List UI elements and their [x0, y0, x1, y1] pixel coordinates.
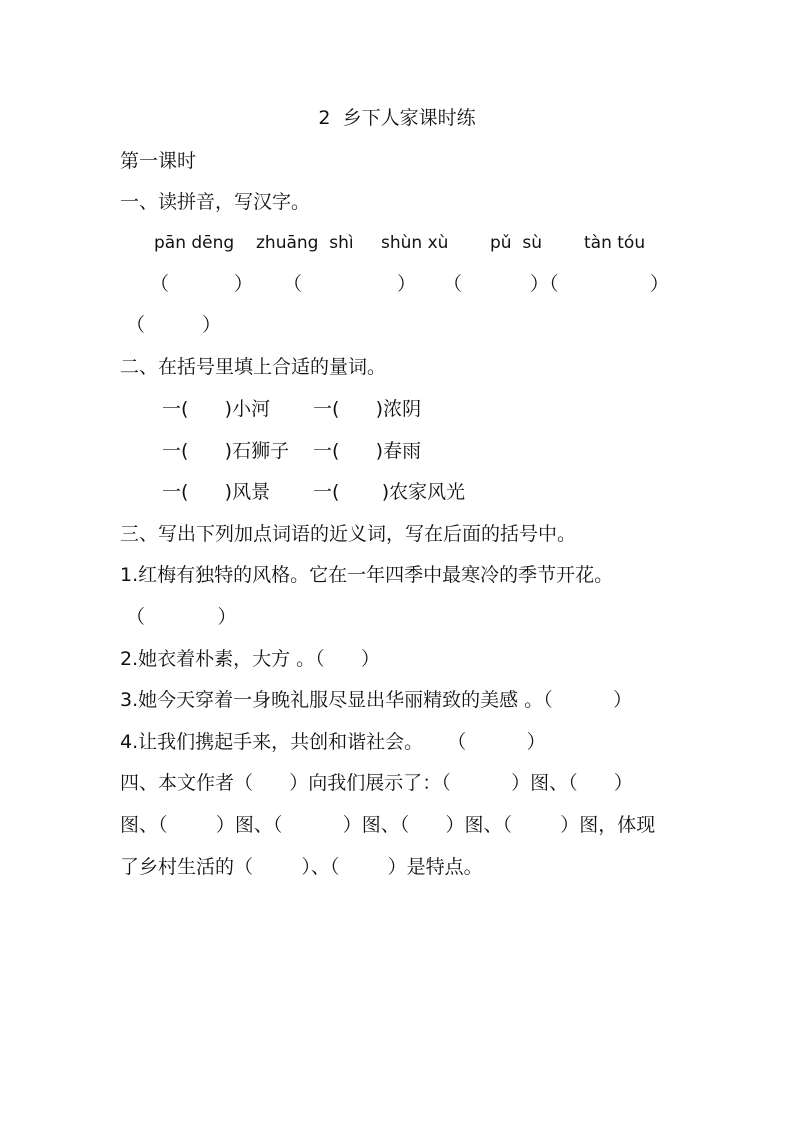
section-1-heading: 一、读拼音，写汉字。: [120, 191, 311, 213]
measure-word-2: 一( )浓阴: [313, 398, 422, 420]
question-4: 4.让我们携起手来，共创和谐社会。 （ ）: [120, 731, 546, 753]
blank-paren-close-4: ）: [650, 273, 670, 295]
pinyin-5: tàn tóu: [584, 233, 646, 253]
section-4-line-1: 四、本文作者（ ）向我们展示了：（ ）图、（ ）: [120, 772, 633, 794]
question-2: 2.她衣着朴素，大方 。（ ）: [120, 648, 380, 670]
question-1-blank: （ ）: [126, 606, 237, 628]
blank-paren-open-3: （: [443, 273, 463, 295]
blank-paren-open-1: （: [150, 273, 170, 295]
pinyin-2: zhuāng shì: [256, 233, 354, 253]
measure-word-3: 一( )石狮子: [162, 440, 290, 462]
measure-word-4: 一( )春雨: [313, 440, 422, 462]
measure-word-6: 一( )农家风光: [313, 481, 466, 503]
question-1: 1.红梅有独特的风格。它在一年四季中最寒冷的季节开花。: [120, 564, 614, 586]
section-4-line-3: 了乡村生活的（ ）、（ ）是特点。: [120, 856, 483, 878]
section-4-line-2: 图、（ ）图、（ ）图、（ ）图、（ ）图，体现: [120, 814, 656, 836]
section-3-heading: 三、写出下列加点词语的近义词，写在后面的括号中。: [120, 523, 577, 545]
pinyin-1: pān dēng: [154, 233, 235, 253]
pinyin-3: shùn xù: [381, 233, 449, 253]
pinyin-4: pǔ sù: [490, 233, 543, 253]
blank-paren-close-1: ）: [234, 273, 254, 295]
blank-paren-mid-3-4: ）（: [530, 273, 559, 295]
lesson-label: 第一课时: [120, 150, 197, 172]
measure-word-5: 一( )风景: [162, 481, 271, 503]
measure-word-1: 一( )小河: [162, 398, 271, 420]
blank-paren-open-2: （: [283, 273, 303, 295]
question-3: 3.她今天穿着一身晚礼服尽显出华丽精致的美感 。（ ）: [120, 689, 633, 711]
blank-paren-close-5: ）: [202, 314, 222, 336]
section-2-heading: 二、在括号里填上合适的量词。: [120, 356, 387, 378]
blank-paren-close-2: ）: [397, 273, 417, 295]
page-title: 2 乡下人家课时练: [318, 107, 476, 129]
blank-paren-open-5: （: [126, 314, 146, 336]
